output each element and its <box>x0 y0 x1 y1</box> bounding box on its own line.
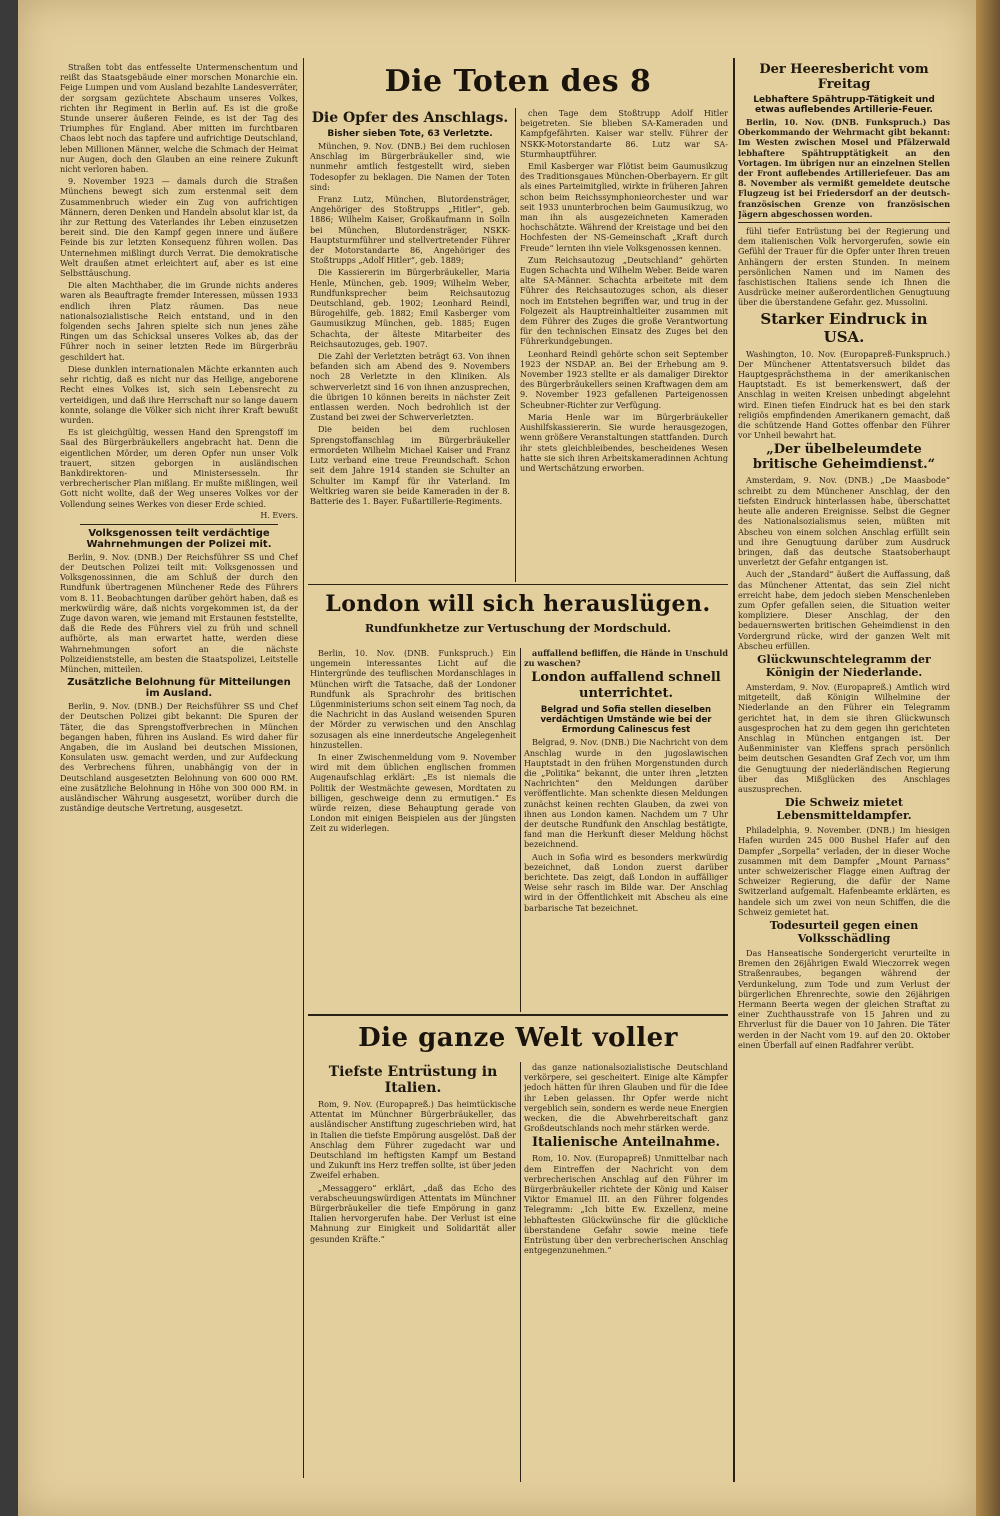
divider <box>738 222 950 223</box>
horizontal-rule <box>308 584 728 585</box>
text-paragraph: Amsterdam, 9. Nov. (DNB.) „De Maasbode“ schreibt zu dem Münchener Anschlag, der den tiefsten Eindruck hinterlassen habe, überschattet heute alle anderen Ereignisse. Selbst die Gegner des Nationalsozialismus seien, müßten mit Abscheu von einem solchen Anschlag erfüllt sein und ihre Genugtuung darüber zum Ausdruck bringen, daß das deutsche Staatsoberhaupt unverletzt der Gefahr entgangen ist. <box>738 475 950 568</box>
text-paragraph: Berlin, 10. Nov. (DNB. Funkspruch.) Das Oberkommando der Wehrmacht gibt bekannt: Im Westen zwischen Mosel und Pfälzerwald lebhaftere Spähtrupptätigkeit an den Vortagen. Im übrigen nur an einzelnen Stellen der Front auflebendes Artilleriefeuer. Das am 8. November als vermißt gemeldete deutsche Flugzeug ist bei Friedersdorf an der deutsch-französischen Grenze von französischen Jägern abgeschossen worden. <box>738 117 950 219</box>
newspaper-page <box>18 0 976 1516</box>
swiss-headline: Die Schweiz mietet Lebensmitteldampfer. <box>776 796 912 823</box>
world-right-column <box>524 1062 728 1482</box>
world-headline: Die ganze Welt voller <box>358 1023 678 1053</box>
victims-subheadline: Bisher sieben Tote, 63 Verletzte. <box>327 129 493 139</box>
text-paragraph: Die Zahl der Verletzten beträgt 63. Von ihnen befanden sich am Abend des 9. Novembers noch 28 Verletzte in den Kliniken. Als schwerverletzt sind 16 von ihnen anzusprechen, die übrigen 10 können bereits in nächster Zeit entlassen werden. Noch bedrohlich ist der Zustand bei zwei der Schwerverletzten. <box>310 351 510 423</box>
main-headline-box <box>308 60 728 106</box>
text-paragraph: „Messaggero“ erklärt, „daß das Echo des verabscheuungswürdigen Attentats im Münchner Bürgerbräukeller die tiefe Empörung in ganz Italien hervorgerufen habe. Der Verlust ist eine Mahnung zur Einigkeit und Solidarität aller gesunden Kräfte.“ <box>310 1182 516 1244</box>
text-paragraph: 9. November 1923 — damals durch die Straßen Münchens bewegt sich zum erstenmal seit dem Zusammenbruch wieder ein Zug von aufrichtigen Männern, deren Denken und Handeln absolut klar ist, da ihr zur Rettung des Vaterlandes ihr Leben einzusetzen bereit sind. Die den Kampf gegen innere und äußere Feinde bis zur letzten Konsequenz führen wollen. Das Unternehmen mißlingt durch Verrat. Die demokratische Welt draußen atmet erleichtert auf, aber es ist eine Selbsttäuschung. <box>60 176 298 279</box>
text-paragraph: Die Kassiererin im Bürgerbräukeller, Maria Henle, München, geb. 1909; Wilhelm Weber, Rundfunksprecher beim Reichsautozug Deutschland, geb. 1902; Leonhard Reindl, Bürogehilfe, geb. 1882; Emil Kasberger vom Gaumusikzug München, geb. 1885; Eugen Schachta, der älteste Mitarbeiter des Reichsautozuges, geb. 1907. <box>310 267 510 349</box>
text-paragraph: Rom, 10. Nov. (Europapreß) Unmittelbar nach dem Eintreffen der Nachricht von dem verbrecherischen Anschlag auf den Führer im Bürgerbräukeller richtete der König und Kaiser Viktor Emanuel III. an den Führer folgendes Telegramm: „Ich bitte Ew. Exzellenz, meine lebhaftesten Glückwünsche für die glückliche überstandene Gefahr sowie meine tiefe Entrüstung über den verbrecherischen Anschlag entgegenzunehmen.“ <box>524 1153 728 1256</box>
text-paragraph: Berlin, 9. Nov. (DNB.) Der Reichsführer SS und Chef der Deutschen Polizei teilt mit: Volksgenossen und Volksgenossinnen, die am Schluß der durch den Rundfunk übertragenen Münchener Rede des Führers vom 8. 11. Beobachtungen darüber gehört haben, daß es merkwürdig wäre, daß nichts vorgekommen ist, da der Zuge davon waren, wie jemand mit Erstaunen feststellte, daß die Rede des Führers viel zu früh und schnell aufhörte, als man erwartet hatte, werden diese Wahrnehmungen sofort an die nächste Polizeidienststelle, am besten die Staatspolizei, Leitstelle München, mitteilen. <box>60 551 298 674</box>
london2-headline: London auffallend schnell unterrichtet. <box>531 670 721 702</box>
london-subheadline: Rundfunkhetze zur Vertuschung der Mordschuld. <box>365 622 671 635</box>
column-1 <box>60 62 298 1482</box>
text-paragraph: In einer Zwischenmeldung vom 9. November wird mit dem üblichen englischen frommen Augenaufschlag erklärt: „Es ist niemals die Politik der Westmächte gewesen, Mordtaten zu billigen, geschweige denn zu ermutigen.“ Es würde reizen, diese Behauptung gerade von London mit einigen Beispielen aus der jüngsten Zeit zu widerlegen. <box>310 752 516 834</box>
text-paragraph: Leonhard Reindl gehörte schon seit September 1923 der NSDAP. an. Bei der Erhebung am 9. November 1923 stellte er als damaliger Direktor des Bürgerbräukellers seinen Kraftwagen dem am 9. November 1923 gefallenen Parteigenossen Scheubner-Richter zur Verfügung. <box>520 348 728 410</box>
text-paragraph: Zum Reichsautozug „Deutschland“ gehörten Eugen Schachta und Wilhelm Weber. Beide waren alte SA-Männer. Schachta arbeitete mit dem Führer des Reichsautozuges schon, als dieser noch im Entstehen begriffen war, und trug in der Folgezeit als Hauptreinhaltleiter zusammen mit dem Führer des Zuges die große Verantwortung für den technischen Einsatz des Zuges bei den Führerkundgebungen. <box>520 254 728 347</box>
text-paragraph: Maria Henle war im Bürgerbräukeller Aushilfskassiererin. Sie wurde herausgezogen, wenn größere Veranstaltungen stattfanden. Durch ihr stets gleichbleibendes, bescheidenes Wesen hatte sie sich ihren Arbeitskameradinnen Achtung und Wertschätzung erworben. <box>520 411 728 473</box>
horizontal-rule <box>308 1014 728 1016</box>
text-paragraph: Belgrad, 9. Nov. (DNB.) Die Nachricht von dem Anschlag wurde in den jugoslawischen Hauptstadt in den frühen Morgenstunden durch die „Politika“ bekannt, die unter ihren „letzten Nachrichten“ den Meldungen darüber veröffentlichte. Man schenkte diesen Meldungen zunächst keinen rechten Glauben, da zwei von ihnen aus London kamen. Nachdem um 7 Uhr der deutsche Rundfunk den Anschlag bestätigte, fand man die Herkunft dieser Meldung höchst bezeichnend. <box>524 737 728 850</box>
text-paragraph: Amsterdam, 9. Nov. (Europapreß.) Amtlich wird mitgeteilt, daß Königin Wilhelmine der Niederlande an den Führer ein Telegramm gerichtet hat, in dem sie ihren Glückwunsch ausgesprochen hat zu dem gegen ihn gerichteten Anschlag in München entgangen ist. Der Außenminister van Kleffens sprach persönlich beim deutschen Gesandten Graf Zech vor, um ihm die Genugtuung der niederländischen Regierung über das Mißglücken des Anschlages auszusprechen. <box>738 681 950 794</box>
column-rule <box>520 648 521 1012</box>
text-paragraph: München, 9. Nov. (DNB.) Bei dem ruchlosen Anschlag im Bürgerbräukeller sind, wie nunmehr amtlich festgestellt wird, sieben Todesopfer zu beklagen. Die Namen der Toten sind: <box>310 141 510 192</box>
text-paragraph: Emil Kasberger war Flötist beim Gaumusikzug des Traditionsgaues München-Oberbayern. Er gilt als eines Parteimitglied, wirkte in früheren Jahren schon beim Reichssymphonieorchester und war seit 1933 ununterbrochen beim Gaumusikzug, wo man ihn als ausgezeichneten Kameraden hochschätzte. Während der Kreistage und bei den Hochfesten der NS-Gemeinschaft „Kraft durch Freude“ lernten ihn viele Volksgenossen kennen. <box>520 161 728 253</box>
death-sentence-headline: Todesurteil gegen einen Volksschädling <box>769 919 919 945</box>
text-paragraph: Washington, 10. Nov. (Europapreß-Funkspruch.) Der Münchener Attentatsversuch bildet das Hauptgesprächsthema in der amerikanischen Hauptstadt. Es ist bemerkenswert, daß der Anschlag in weiten Kreisen unbedingt abgelehnt wird. Einen tiefen Eindruck hat es bei den stark religiös empfindenden Amerikanern gemacht, daß die schützende Hand Gottes offenbar den Führer vor Unheil bewahrt hat. <box>738 348 950 441</box>
text-paragraph: Auch in Sofia wird es besonders merkwürdig bezeichnet, daß London zuerst darüber berichtete. Das zeigt, daß London in auffälliger Weise sehr rasch im Bilde war. Der Anschlag wird in der Öffentlichkeit mit Abscheu als eine barbarische Tat bezeichnet. <box>524 851 728 913</box>
italy-headline: Tiefste Entrüstung in Italien. <box>328 1064 498 1096</box>
text-paragraph: Es ist gleichgültig, wessen Hand den Sprengstoff im Saal des Bürgerbräukellers angebracht hat. Denn die eigentlichen Mörder, um deren Opfer nun unser Volk trauert, sitzen geborgen in ausländischen Bankdirektoren- und Ministersesseln. Ihr verbrecherischer Plan mißlang. Er mußte mißlingen, weil Gott nicht wollte, daß der Weg unseres Volkes vor der Vollendung seines Werkes von dieser Erde schied. <box>60 427 298 509</box>
text-paragraph: Das Hanseatische Sondergericht verurteilte in Bremen den 26jährigen Ewald Wieczorrek wegen Straßenraubes, begangen während der Verdunkelung, zum Tode und zum Verlust der bürgerlichen Ehrenrechte, sowie den 26jährigen Hermann Beerta wegen der gleichen Straftat zu einer Zuchthausstrafe von 15 Jahren und zu Ehrverlust für die Dauer von 10 Jahren. Die Täter werden in der Nacht vom 19. auf den 20. Oktober einen Überfall auf einen Radfahrer verübt. <box>738 948 950 1050</box>
text-paragraph: Diese dunklen internationalen Mächte erkannten auch sehr richtig, daß es nicht nur das Heilige, angeborene Recht eines Volkes ist, sich sein Lebensrecht zu verteidigen, und daß ihre Herrschaft nur so lange dauern konnte, solange die Völker sich nicht ihrer Kraft bewußt wurden. <box>60 363 298 425</box>
column-rule <box>515 108 516 582</box>
world-headline-box <box>308 1018 728 1060</box>
text-paragraph: Franz Lutz, München, Blutordensträger, Angehöriger des Stoßtrupps „Hitler“, geb. 1886; Wilhelm Kaiser, Großkaufmann in Solln bei München, Blutordensträger, NSKK-Hauptsturmführer und stellvertretender Führer der Motorstandarte 86, Angehöriger des Stoßtrupps „Adolf Hitler“, geb. 1889; <box>310 194 510 266</box>
col1-article <box>60 62 298 520</box>
divider <box>80 524 278 525</box>
london2-subheadline: Belgrad und Sofia stellen dieselben verdächtigen Umstände wie bei der Ermordung Calinescus fest <box>540 705 712 736</box>
author-signature: H. Evers. <box>260 510 298 520</box>
london-headline: London will sich herauslügen. <box>325 591 711 617</box>
column-rule <box>303 58 304 1478</box>
page-edge <box>976 0 1000 1516</box>
text-paragraph: Berlin, 10. Nov. (DNB. Funkspruch.) Ein ungemein interessantes Licht auf die Hintergründe des teuflischen Mordanschlages in München wirft die Tatsache, daß der Londoner Rundfunk als Sprachrohr des britischen Lügenministeriums schon seit einem Tag noch, da die Nachricht in das Ausland weisenden Spuren der Mörder zu verwischen und den Anschlag sozusagen als eine innerdeutsche Angelegenheit hinzustellen. <box>310 648 516 750</box>
text-paragraph: Die alten Machthaber, die im Grunde nichts anderes waren als Beauftragte fremder Interessen, müssen 1933 endlich ihren Platz räumen. Das neue nationalsozialistische Reich entstand, und in den folgenden sechs Jahren spielte sich nun jenes zähe Ringen um das Schicksal unseres Volkes ab, das der Führer noch in seiner letzten Rede im Bürgerbräu geschildert hat. <box>60 280 298 362</box>
text-paragraph: chen Tage dem Stoßtrupp Adolf Hitler beigetreten. Sie blieben SA-Kameraden und Kampfgefährten. Kaiser war stellv. Führer der NSKK-Motorstandarte 86. Lutz war SA-Sturmhauptführer. <box>520 108 728 159</box>
usa-headline: Starker Eindruck in USA. <box>760 309 928 346</box>
italy2-headline: Italienische Anteilnahme. <box>531 1135 721 1151</box>
british-headline: „Der übelbeleumdete britische Geheimdienst.“ <box>752 442 936 473</box>
text-paragraph: Rom, 9. Nov. (Europapreß.) Das heimtückische Attentat im Münchner Bürgerbräukeller, das ausländischer Anstiftung zugeschrieben wird, hat in Italien die tiefste Empörung ausgelöst. Daß der Anschlag dem Führer zugedacht war und Deutschland im heftigsten Kampf um Bestand und Zukunft ins Herz treffen sollte, ist über jeden Zweifel erhaben. <box>310 1099 516 1181</box>
main-headline: Die Toten des 8 <box>384 64 652 99</box>
army-headline: Der Heeresbericht vom Freitag <box>759 62 929 92</box>
column-rule <box>733 58 735 1482</box>
text-paragraph: Straßen tobt das entfesselte Untermenschentum und reißt das Staatsgebäude einer morschen Monarchie ein. Feige Lumpen und vom Ausland bezahlte Landesverräter, der sorgsam gezüchtete Abschaum unseres Volkes, richten ihr Regiment in Berlin auf. Es ist die große Stunde unserer äußeren Feinde, es ist der Tag des Triumphes für England. Aber mitten im furchtbaren Chaos lebt noch das tapfere und aufrichtige Deutschland, leben Millionen Männer, welche die Schmach der Heimat nur Augen, doch den Glauben an eine reinere Zukunft nicht verloren haben. <box>60 62 298 175</box>
text-paragraph: fühl tiefer Entrüstung bei der Regierung und dem italienischen Volk hervorgerufen, sowie ein Gefühl der Trauer für die Opfer unter Ihren treuen Anhängern der ersten Stunden. In meinem persönlichen Namen und im Namen des faschistischen Italiens sende ich Ihnen die Ausdrücke meiner außerordentlichen Genugtuung über die überstandene Gefahr. gez. Mussolini. <box>738 226 950 308</box>
text-paragraph: Auch der „Standard“ äußert die Auffassung, daß das Münchener Attentat, das sein Ziel nicht erreicht habe, dem jedoch sieben Menschenleben zum Opfer gefallen seien, die Situation weiter kompliziere. Dieser Anschlag, der den bedauernswerten britischen Geheimdienst in den Vordergrund rücke, wird der ganzen Welt mit Abscheu erfüllen. <box>738 569 950 651</box>
victims-headline: Die Opfer des Anschlags. <box>311 110 509 126</box>
police-headline: Volksgenossen teilt verdächtige Wahrnehmungen der Polizei mit. <box>86 527 272 550</box>
column-2 <box>310 108 510 582</box>
text-paragraph: auffallend befliffen, die Hände in Unschuld zu waschen? <box>524 648 728 669</box>
text-paragraph: Die beiden bei dem ruchlosen Sprengstoffanschlag im Bürgerbräukeller ermordeten Wilhelm Michael Kaiser und Franz Lutz verband eine treue Freundschaft. Schon seit dem Jahre 1914 standen sie Schulter an Schulter im Kampf für ihr Vaterland. Im Weltkrieg waren sie beide Kameraden in der 8. Batterie des 1. Bayer. Fußartillerie-Regiments. <box>310 424 510 506</box>
text-paragraph: das ganze nationalsozialistische Deutschland verkörpere, sei gescheitert. Einige alte Kämpfer jedoch hätten für ihren Glauben und für die Idee ihr Leben gelassen. Ihr Opfer werde nicht vergeblich sein, sondern es werde neue Energien wecken, die die Abwehrbereitschaft ganz Großdeutschlands noch mehr stärken werde. <box>524 1062 728 1134</box>
column-3 <box>520 108 728 582</box>
world-left-column <box>310 1062 516 1482</box>
column-rule <box>520 1062 521 1482</box>
london-right-column <box>524 648 728 1012</box>
text-paragraph: Philadelphia, 9. November. (DNB.) Im hiesigen Hafen wurden 245 000 Bushel Hafer auf den Dampfer „Sorpella“ verladen, der in dieser Woche zusammen mit dem Dampfer „Mount Parnass“ unter schweizerischer Flagge einen Auftrag der Schweizer Regierung, die dafür der Name Switzerland aufgemalt. Hafenbeamte erklärten, es handele sich um zwei von neun Schiffen, die die Schweiz gemietet hat. <box>738 825 950 917</box>
text-paragraph: Berlin, 9. Nov. (DNB.) Der Reichsführer SS und Chef der Deutschen Polizei gibt bekannt: Die Spuren der Täter, die das Sprengstoffverbrechen in München begangen haben, führen ins Ausland. Es wird daher für Angaben, die im Ausland bei deutschen Missionen, Konsulaten usw. gemacht werden, und zur Aufdeckung des Verbrechens führen, unabhängig von der in Deutschland ausgesetzten Belohnung von 600 000 RM. eine zusätzliche Belohnung in Höhe von 300 000 RM. in ausländischer Währung ausgesetzt, worüber durch die zuständige deutsche Vertretung, ausgesetzt. <box>60 701 298 814</box>
column-5 <box>738 60 950 1482</box>
army-subheadline: Lebhaftere Spähtrupp-Tätigkeit und etwas auflebendes Artillerie-Feuer. <box>753 95 935 115</box>
london-headline-box <box>308 588 728 644</box>
reward-headline: Zusätzliche Belohnung für Mitteilungen im Ausland. <box>67 677 291 700</box>
netherlands-headline: Glückwunschtelegramm der Königin der Niederlande. <box>757 652 931 679</box>
london-left-column <box>310 648 516 1012</box>
